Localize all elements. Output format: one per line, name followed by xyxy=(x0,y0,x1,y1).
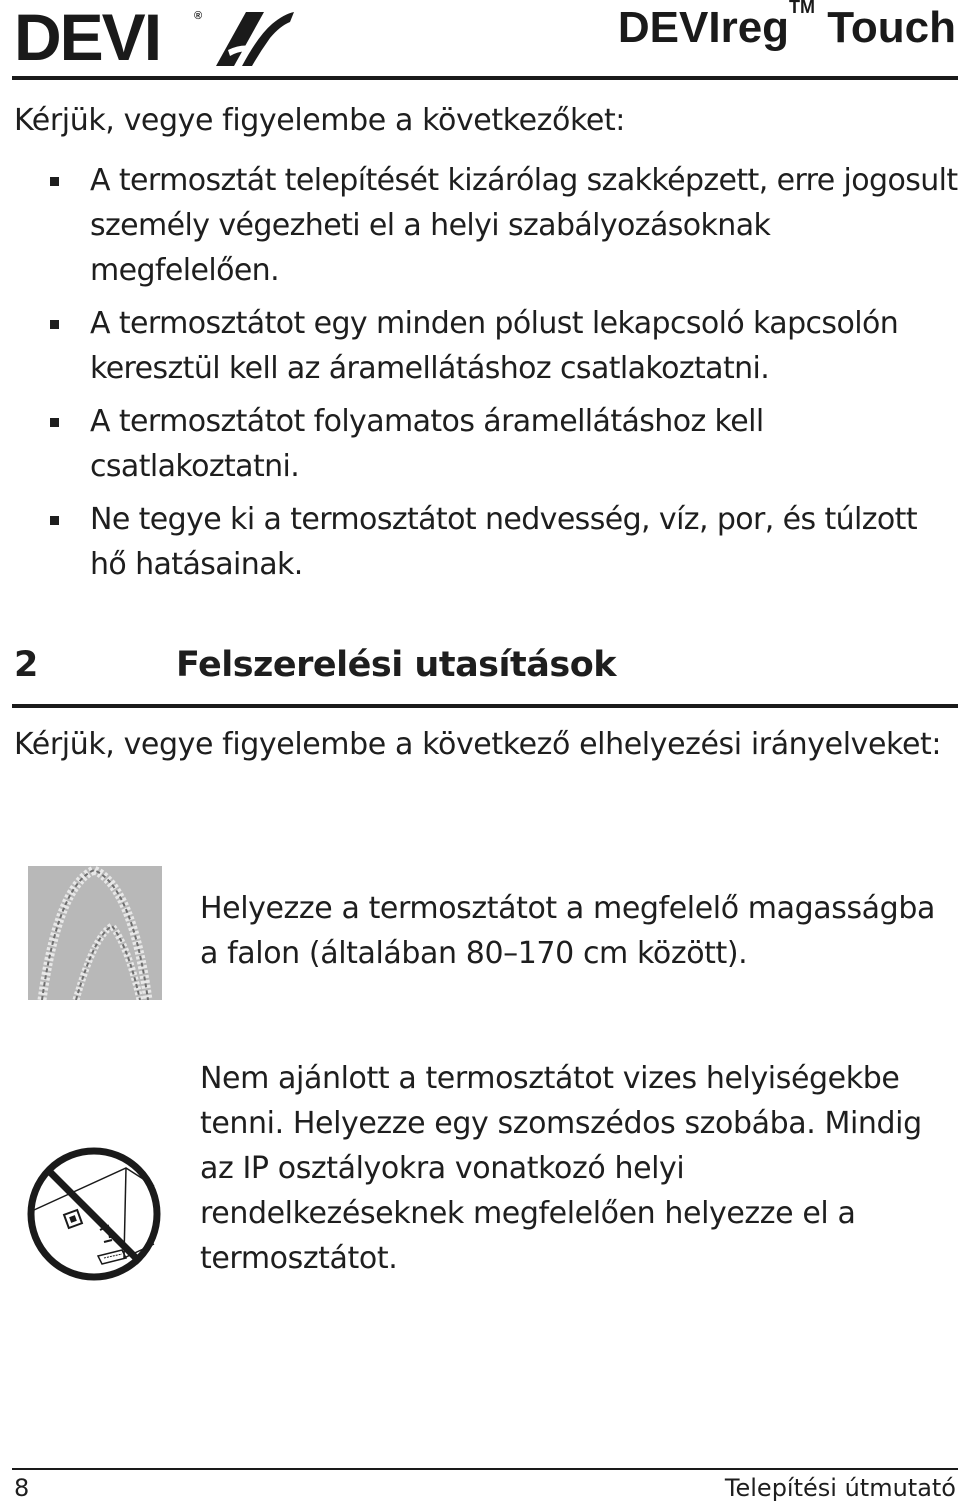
bullet-square-icon xyxy=(50,516,59,525)
product-title: DEVIreg™ Touch xyxy=(617,0,956,52)
footer-title: Telepítési útmutató xyxy=(724,1474,956,1502)
devi-wave-logo-icon xyxy=(206,6,298,70)
no-wet-room-icon xyxy=(26,1146,162,1282)
section-intro: Kérjük, vegye figyelembe a következő elhelyezési irányelveket: xyxy=(14,727,942,762)
list-item: Ne tegye ki a termosztátot nedvesség, víz, por, és túlzott hő hatásainak. xyxy=(14,497,958,587)
list-item: A termosztát telepítését kizárólag szakképzett, erre jogosult személy végezheti el a helyi szabályozásoknak megfelelően. xyxy=(14,158,958,293)
registered-mark: ® xyxy=(194,10,203,22)
bullet-list xyxy=(14,158,958,595)
footer-rule xyxy=(12,1468,958,1470)
bullet-square-icon xyxy=(50,320,59,329)
intro-text: Kérjük, vegye figyelembe a következőket: xyxy=(14,103,626,138)
wall-height-figure-icon xyxy=(28,866,162,1000)
list-item: A termosztátot egy minden pólust lekapcsoló kapcsolón keresztül kell az áramellátáshoz csatlakoztatni. xyxy=(14,301,958,391)
placement-height-text: Helyezze a termosztátot a megfelelő magasságba a falon (általában 80–170 cm között). xyxy=(200,891,935,971)
brand-name: DEVI xyxy=(14,0,161,74)
section-title: Felszerelési utasítások xyxy=(176,645,617,685)
bullet-square-icon xyxy=(50,177,59,186)
page-number: 8 xyxy=(14,1474,30,1502)
devi-logo xyxy=(14,0,279,74)
wet-room-warning-text: Nem ajánlott a termosztátot vizes helyiségekbe tenni. Helyezze egy szomszédos szobába. Mindig az IP osztályokra vonatkozó helyi rendelkezéseknek megfelelően helyezze el a termosztátot. xyxy=(200,1061,922,1276)
header-rule xyxy=(12,76,958,80)
section-rule xyxy=(12,704,958,708)
section-number: 2 xyxy=(14,645,39,685)
list-item: A termosztátot folyamatos áramellátáshoz kell csatlakoztatni. xyxy=(14,399,958,489)
bullet-square-icon xyxy=(50,418,59,427)
